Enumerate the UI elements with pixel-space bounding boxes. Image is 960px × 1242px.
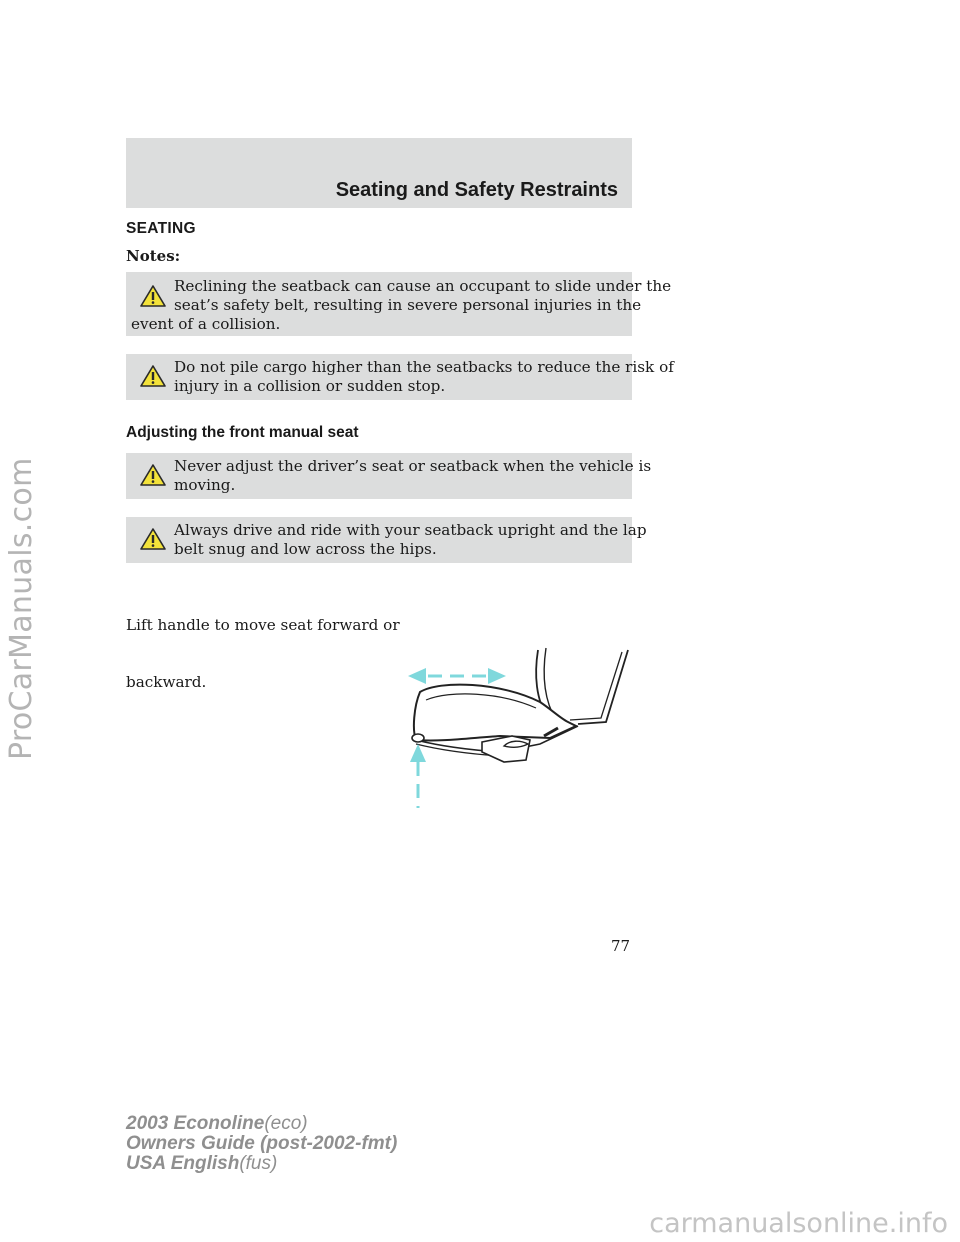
instruction-line: Lift handle to move seat forward or <box>126 616 400 634</box>
warning-text: Never adjust the driver’s seat or seatback when the vehicle is <box>174 457 652 475</box>
footer-line <box>126 1154 397 1174</box>
warning-text: belt snug and low across the hips. <box>174 540 437 558</box>
warning-text: Reclining the seatback can cause an occupant to slide under the <box>174 277 672 295</box>
section-header-band <box>126 138 632 208</box>
page-number: 77 <box>611 937 631 955</box>
warning-box <box>126 453 652 499</box>
footer-language-code: (fus) <box>239 1153 278 1174</box>
warning-triangle-icon <box>140 463 166 487</box>
warning-triangle-icon <box>140 364 166 388</box>
footer-line <box>126 1134 397 1154</box>
bottom-watermark: carmanualsonline.info <box>649 1208 948 1239</box>
side-watermark: ProCarManuals.com <box>4 457 39 760</box>
warning-text: Always drive and ride with your seatback upright and the lap <box>174 521 647 539</box>
footer-line <box>126 1114 397 1134</box>
footer-language: USA English <box>126 1153 240 1174</box>
document-footer <box>126 1114 397 1174</box>
footer-model-code: (eco) <box>264 1113 308 1134</box>
footer-guide: Owners Guide (post-2002-fmt) <box>126 1133 398 1154</box>
header-title: Seating and Safety Restraints <box>335 179 618 201</box>
seat-adjust-illustration <box>400 640 640 820</box>
instruction-line: backward. <box>126 673 207 691</box>
warning-text: event of a collision. <box>131 315 281 333</box>
warning-text: seat’s safety belt, resulting in severe personal injuries in the <box>174 296 642 314</box>
warning-triangle-icon <box>140 527 166 551</box>
warning-text: Do not pile cargo higher than the seatbacks to reduce the risk of <box>174 358 674 376</box>
instruction-text <box>126 578 400 711</box>
warning-box <box>126 517 647 563</box>
warning-text: injury in a collision or sudden stop. <box>174 377 446 395</box>
section-heading: SEATING <box>126 220 196 237</box>
warning-triangle-icon <box>140 284 166 308</box>
warning-text: moving. <box>174 476 236 494</box>
subheading: Adjusting the front manual seat <box>126 424 359 441</box>
warning-box <box>126 272 672 336</box>
footer-model: 2003 Econoline <box>126 1113 265 1134</box>
warning-box <box>126 354 674 400</box>
notes-label: Notes: <box>126 247 181 265</box>
